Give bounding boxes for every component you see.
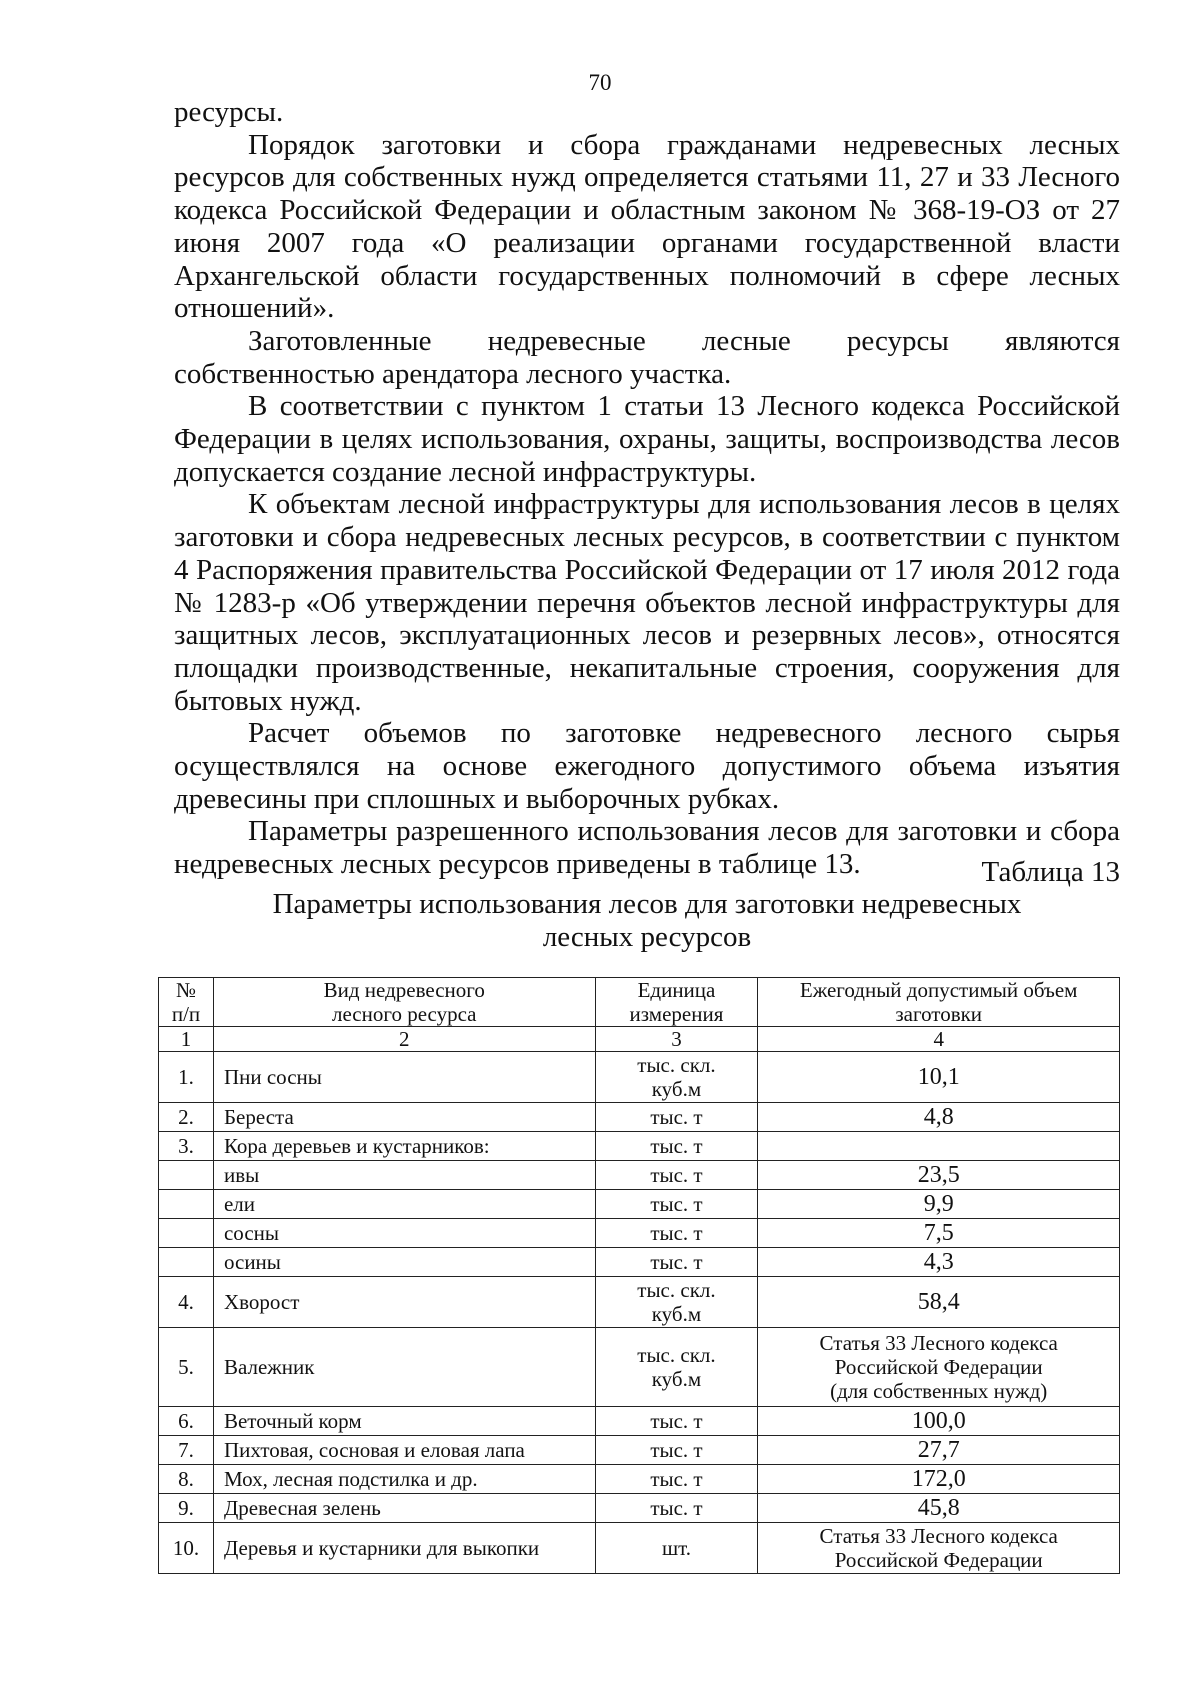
annual-volume [758, 1132, 1120, 1161]
row-number [159, 1161, 214, 1190]
unit-of-measure: тыс. т [595, 1132, 758, 1161]
annual-volume: 4,3 [758, 1248, 1120, 1277]
annual-volume: 23,5 [758, 1161, 1120, 1190]
paragraph: ресурсы. [174, 96, 284, 128]
row-number: 5. [159, 1328, 214, 1407]
paragraph: В соответствии с пунктом 1 статьи 13 Лесного кодекса Российской Федерации в целях использования, охраны, защиты, воспроизводства лесов допускается создание лесной инфраструктуры. [174, 390, 1120, 488]
annual-volume: 7,5 [758, 1219, 1120, 1248]
header-value: Ежегодный допустимый объем заготовки [758, 978, 1120, 1027]
paragraph: Параметры разрешенного использования лесов для заготовки и сбора недревесных лесных ресурсов приведены в таблице 13. [174, 815, 1120, 881]
unit-of-measure: тыс. т [595, 1407, 758, 1436]
column-index: 1 [159, 1027, 214, 1052]
column-index-row [159, 1027, 1120, 1052]
resource-name: Древесная зелень [213, 1494, 595, 1523]
row-number: 9. [159, 1494, 214, 1523]
column-index: 4 [758, 1027, 1120, 1052]
table-title-line: лесных ресурсов [542, 920, 752, 953]
table-row [159, 1523, 1120, 1574]
paragraph: Порядок заготовки и сбора гражданами недревесных лесных ресурсов для собственных нужд определяется статьями 11, 27 и 33 Лесного кодекса Российской Федерации и областным законом № 368-19-ОЗ от 27 июня 2007 года «О реализации органами государственной власти Архангельской области государственных полномочий в сфере лесных отношений». [174, 128, 1120, 325]
paragraph: Расчет объемов по заготовке недревесного лесного сырья осуществлялся на основе ежегодного допустимого объема изъятия древесины при сплошных и выборочных рубках. [174, 717, 1120, 815]
resource-name: Пни сосны [213, 1052, 595, 1103]
resource-name: Хворост [213, 1277, 595, 1328]
annual-volume: 45,8 [758, 1494, 1120, 1523]
body-text [174, 96, 1120, 881]
header-num: № п/п [159, 978, 214, 1027]
table-header-row [159, 978, 1120, 1027]
annual-volume: 10,1 [758, 1052, 1120, 1103]
table-title-line: Параметры использования лесов для заготовки недревесных [272, 888, 1022, 920]
table-row [159, 1219, 1120, 1248]
row-number: 7. [159, 1436, 214, 1465]
table-title [174, 888, 1120, 953]
row-number: 1. [159, 1052, 214, 1103]
unit-of-measure: тыс. т [595, 1465, 758, 1494]
resource-name: Пихтовая, сосновая и еловая лапа [213, 1436, 595, 1465]
unit-of-measure: тыс. т [595, 1161, 758, 1190]
resource-name: осины [213, 1248, 595, 1277]
row-number: 10. [159, 1523, 214, 1574]
resource-name: Береста [213, 1103, 595, 1132]
annual-volume: 4,8 [758, 1103, 1120, 1132]
paragraph: К объектам лесной инфраструктуры для использования лесов в целях заготовки и сбора недревесных лесных ресурсов, в соответствии с пунктом 4 Распоряжения правительства Российской Федерации от 17 июля 2012 года № 1283-р «Об утверждении перечня объектов лесной инфраструктуры для защитных лесов, эксплуатационных лесов и резервных лесов», относятся площадки производственные, некапитальные строения, сооружения для бытовых нужд. [174, 488, 1120, 717]
unit-of-measure: тыс. скл. куб.м [595, 1277, 758, 1328]
row-number [159, 1248, 214, 1277]
table-row [159, 1328, 1120, 1407]
table-row [159, 1190, 1120, 1219]
resource-name: сосны [213, 1219, 595, 1248]
resource-name: ели [213, 1190, 595, 1219]
row-number: 3. [159, 1132, 214, 1161]
resources-table [158, 977, 1120, 1574]
table-row [159, 1494, 1120, 1523]
row-number: 2. [159, 1103, 214, 1132]
table-row [159, 1132, 1120, 1161]
column-index: 3 [595, 1027, 758, 1052]
annual-volume: Статья 33 Лесного кодекса Российской Федерации [758, 1523, 1120, 1574]
row-number: 6. [159, 1407, 214, 1436]
unit-of-measure: тыс. скл. куб.м [595, 1328, 758, 1407]
annual-volume: 27,7 [758, 1436, 1120, 1465]
header-unit: Единица измерения [595, 978, 758, 1027]
unit-of-measure: шт. [595, 1523, 758, 1574]
page-number: 70 [588, 70, 612, 95]
paragraph: Заготовленные недревесные лесные ресурсы являются собственностью арендатора лесного участка. [174, 324, 1120, 390]
annual-volume: Статья 33 Лесного кодекса Российской Федерации (для собственных нужд) [758, 1328, 1120, 1407]
table-row [159, 1277, 1120, 1328]
unit-of-measure: тыс. т [595, 1103, 758, 1132]
annual-volume: 100,0 [758, 1407, 1120, 1436]
unit-of-measure: тыс. т [595, 1436, 758, 1465]
resource-name: Мох, лесная подстилка и др. [213, 1465, 595, 1494]
annual-volume: 58,4 [758, 1277, 1120, 1328]
table-row [159, 1436, 1120, 1465]
row-number: 4. [159, 1277, 214, 1328]
table-row [159, 1052, 1120, 1103]
column-index: 2 [213, 1027, 595, 1052]
table-row [159, 1465, 1120, 1494]
unit-of-measure: тыс. т [595, 1248, 758, 1277]
resource-name: Деревья и кустарники для выкопки [213, 1523, 595, 1574]
resource-name: Валежник [213, 1328, 595, 1407]
unit-of-measure: тыс. скл. куб.м [595, 1052, 758, 1103]
resource-name: Веточный корм [213, 1407, 595, 1436]
unit-of-measure: тыс. т [595, 1494, 758, 1523]
unit-of-measure: тыс. т [595, 1219, 758, 1248]
unit-of-measure: тыс. т [595, 1190, 758, 1219]
row-number [159, 1190, 214, 1219]
header-name: Вид недревесного лесного ресурса [213, 978, 595, 1027]
table-row [159, 1103, 1120, 1132]
annual-volume: 172,0 [758, 1465, 1120, 1494]
table-label: Таблица 13 [981, 856, 1120, 888]
row-number: 8. [159, 1465, 214, 1494]
table-row [159, 1161, 1120, 1190]
table-row [159, 1248, 1120, 1277]
row-number [159, 1219, 214, 1248]
resource-name: Кора деревьев и кустарников: [213, 1132, 595, 1161]
resource-name: ивы [213, 1161, 595, 1190]
table-row [159, 1407, 1120, 1436]
annual-volume: 9,9 [758, 1190, 1120, 1219]
